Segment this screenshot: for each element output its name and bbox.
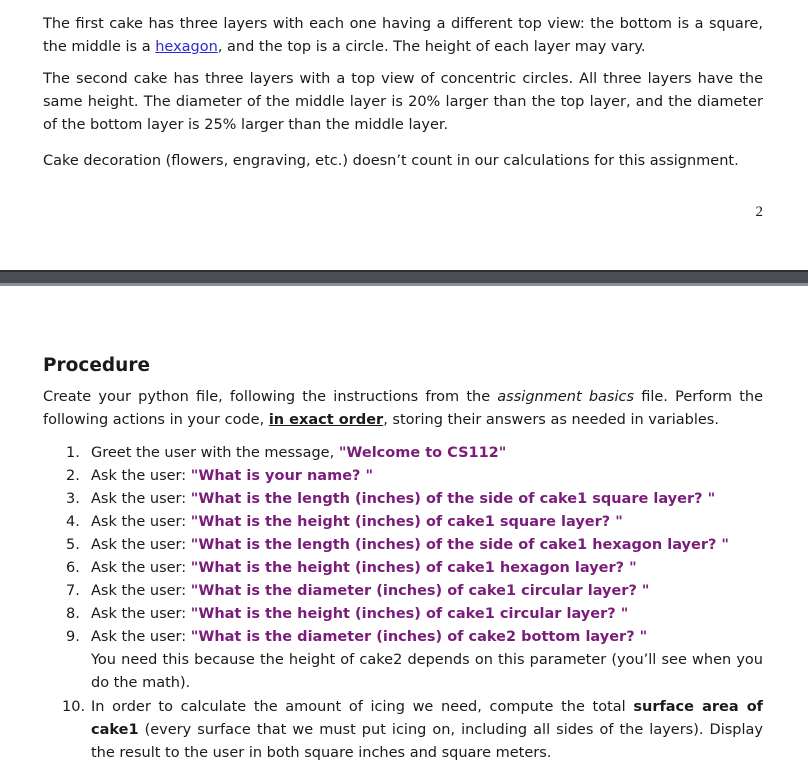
paragraph-cake1-text-a: The first cake has three layers with each one having a different top view: the bottom is a square, the middle is a [43, 16, 763, 55]
procedure-heading: Procedure [43, 355, 150, 376]
intro-emphasis: in exact order [268, 412, 384, 428]
list-item-number: 2. [66, 468, 80, 484]
list-item-number: 9. [66, 629, 80, 645]
page-separator [0, 270, 808, 286]
list-item-quote: "What is the height (inches) of cake1 circular layer? " [190, 606, 629, 622]
list-item-quote: "What is the diameter (inches) of cake2 bottom layer? " [190, 629, 648, 645]
procedure-intro [43, 386, 763, 432]
list-item-text: Greet the user with the message, [91, 445, 339, 461]
list-item-quote: "What is your name? " [190, 468, 374, 484]
list-item-number: 7. [66, 583, 80, 599]
step10-bold: surface area of cake1 [91, 699, 763, 738]
step9-note: You need this because the height of cake2 depends on this parameter (you’ll see when you do the math). [91, 652, 763, 691]
list-item-number: 10. [62, 699, 86, 715]
list-item-quote: "What is the length (inches) of the side of cake1 square layer? " [190, 491, 716, 507]
list-item-text: Ask the user: [91, 537, 191, 553]
list-item [0, 534, 808, 557]
list-item-quote: "Welcome to CS112" [338, 445, 507, 461]
list-item-text: Ask the user: [91, 606, 191, 622]
list-item-quote: "What is the diameter (inches) of cake1 circular layer? " [190, 583, 650, 599]
list-item [0, 580, 808, 603]
page-number: 2 [755, 204, 763, 220]
list-item-number: 4. [66, 514, 80, 530]
list-item-number: 5. [66, 537, 80, 553]
list-item-number: 3. [66, 491, 80, 507]
step10-text [91, 696, 763, 765]
list-item [0, 626, 808, 649]
list-item-quote: "What is the height (inches) of cake1 square layer? " [190, 514, 623, 530]
list-item-quote: "What is the length (inches) of the side of cake1 hexagon layer? " [190, 537, 729, 553]
paragraph-cake1 [43, 13, 763, 59]
paragraph-cake1-text-b: , and the top is a circle. The height of each layer may vary. [217, 39, 646, 55]
step10-text-b: (every surface that we must put icing on, including all sides of the layers). Display the result to the user in both square inches and square meters. [91, 722, 763, 761]
list-item [0, 511, 808, 534]
list-item-number: 6. [66, 560, 80, 576]
step10-text-a: In order to calculate the amount of icing we need, compute the total [91, 699, 634, 715]
list-item-text: Ask the user: [91, 514, 191, 530]
list-item [0, 603, 808, 626]
intro-text-a: Create your python file, following the instructions from the [43, 389, 498, 405]
intro-text-b: file. Perform the following actions in your code, [43, 389, 763, 428]
list-item-text: Ask the user: [91, 629, 191, 645]
list-item-quote: "What is the height (inches) of cake1 hexagon layer? " [190, 560, 637, 576]
list-item-text: Ask the user: [91, 560, 191, 576]
intro-text-c: , storing their answers as needed in variables. [383, 412, 719, 428]
list-item-text: Ask the user: [91, 583, 191, 599]
intro-italic: assignment basics [497, 389, 635, 405]
list-item-text: Ask the user: [91, 491, 191, 507]
list-item-number: 1. [66, 445, 80, 461]
list-item-text: Ask the user: [91, 468, 191, 484]
hexagon-link[interactable]: hexagon [155, 39, 218, 55]
list-item-number: 8. [66, 606, 80, 622]
list-item [0, 488, 808, 511]
list-item [0, 465, 808, 488]
paragraph-decoration: Cake decoration (flowers, engraving, etc.) doesn’t count in our calculations for this assignment. [43, 153, 739, 169]
list-item [0, 442, 808, 465]
list-item [0, 557, 808, 580]
paragraph-cake2: The second cake has three layers with a top view of concentric circles. All three layers have the same height. The diameter of the middle layer is 20% larger than the top layer, and the diameter of the bottom layer is 25% larger than the middle layer. [43, 71, 763, 133]
